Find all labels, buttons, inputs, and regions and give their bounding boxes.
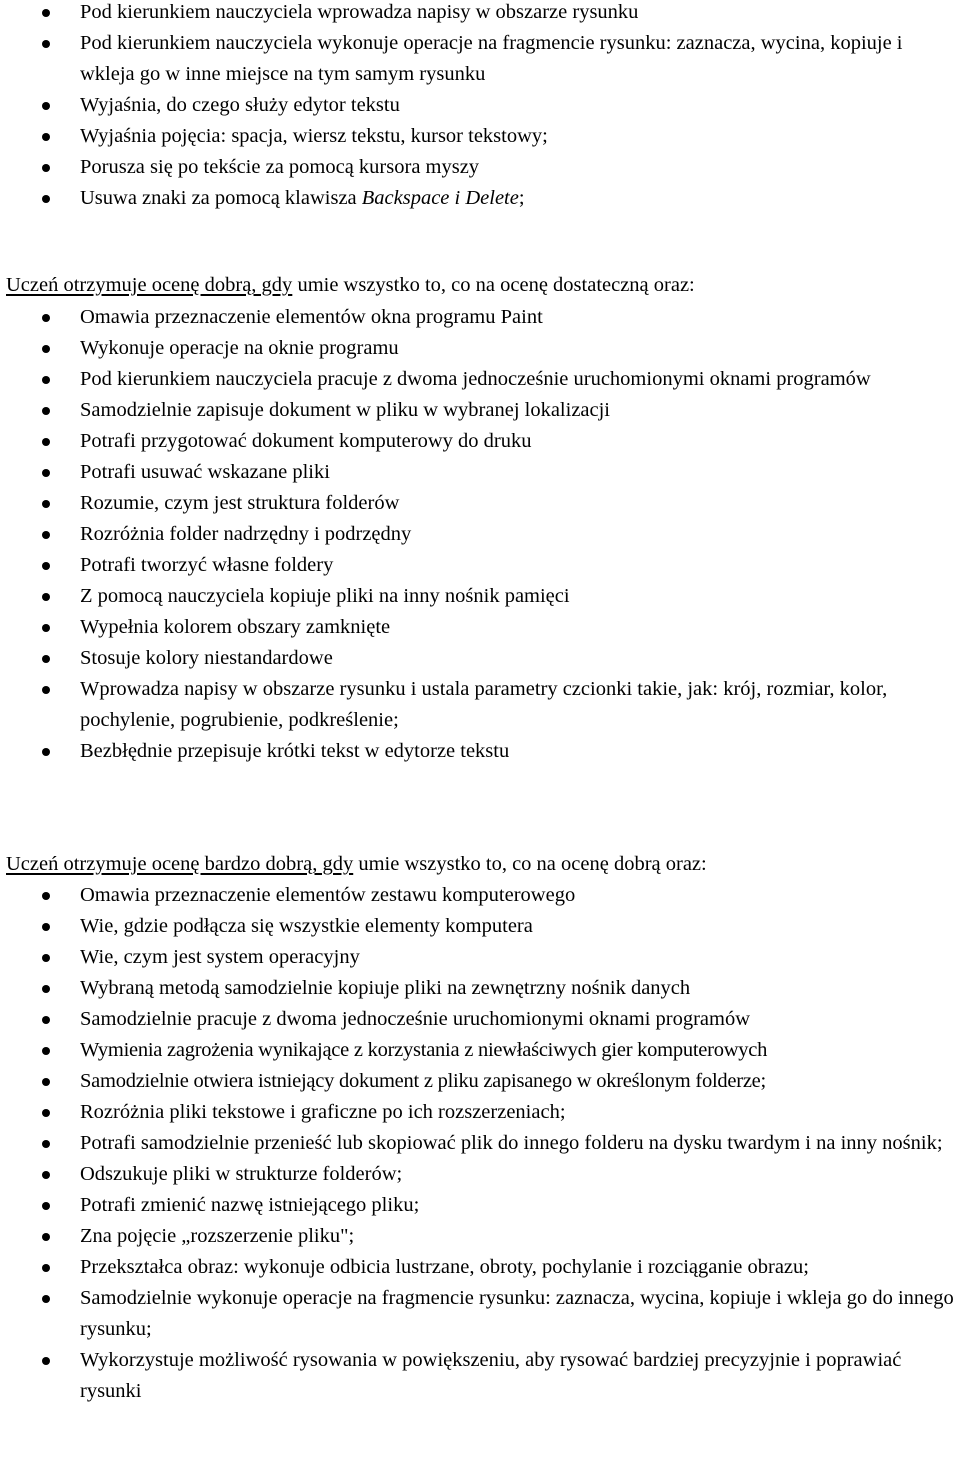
list-item: Wypełnia kolorem obszary zamknięte [80,612,960,643]
list-item: Potrafi samodzielnie przenieść lub skopiować plik do innego folderu na dysku twardym i na inny nośnik; [80,1128,960,1159]
grade-good-heading [6,270,695,301]
list-item: Potrafi przygotować dokument komputerowy do druku [80,426,960,457]
list-item: Samodzielnie wykonuje operacje na fragmencie rysunku: zaznacza, wycina, kopiuje i wkleja go do innego rysunku; [80,1283,960,1345]
list-item: Zna pojęcie „rozszerzenie pliku"; [80,1221,960,1252]
top-requirements-list [0,0,960,214]
heading-rest: umie wszystko to, co na ocenę dobrą oraz: [353,853,707,875]
list-item: Przekształca obraz: wykonuje odbicia lustrzane, obroty, pochylanie i rozciąganie obrazu; [80,1252,960,1283]
list-item: Wie, czym jest system operacyjny [80,942,960,973]
item-text: ; [518,187,525,209]
list-item: Pod kierunkiem nauczyciela wprowadza napisy w obszarze rysunku [80,0,960,28]
list-item: Odszukuje pliki w strukturze folderów; [80,1159,960,1190]
list-item: Porusza się po tekście za pomocą kursora myszy [80,152,960,183]
list-item: Rozumie, czym jest struktura folderów [80,488,960,519]
list-item: Pod kierunkiem nauczyciela pracuje z dwoma jednocześnie uruchomionymi oknami programów [80,364,960,395]
list-item: Samodzielnie otwiera istniejący dokument z pliku zapisanego w określonym folderze; [80,1066,960,1097]
list-item: Z pomocą nauczyciela kopiuje pliki na inny nośnik pamięci [80,581,960,612]
grade-very-good-heading [6,849,707,880]
list-item: Wyjaśnia pojęcia: spacja, wiersz tekstu, kursor tekstowy; [80,121,960,152]
list-item: Wykonuje operacje na oknie programu [80,333,960,364]
list-item: Rozróżnia folder nadrzędny i podrzędny [80,519,960,550]
list-item: Wprowadza napisy w obszarze rysunku i ustala parametry czcionki takie, jak: krój, rozmiar, kolor, pochylenie, pogrubienie, podkreślenie; [80,674,960,736]
list-item: Wykorzystuje możliwość rysowania w powiększeniu, aby rysować bardziej precyzyjnie i poprawiać rysunki [80,1345,960,1407]
list-item: Wybraną metodą samodzielnie kopiuje pliki na zewnętrzny nośnik danych [80,973,960,1004]
heading-underlined: Uczeń otrzymuje ocenę bardzo dobrą, gdy [6,853,354,875]
list-item: Omawia przeznaczenie elementów zestawu komputerowego [80,880,960,911]
key-names: Backspace i Delete [361,187,519,209]
grade-good-list [0,302,960,767]
list-item: Samodzielnie zapisuje dokument w pliku w wybranej lokalizacji [80,395,960,426]
list-item: Wyjaśnia, do czego służy edytor tekstu [80,90,960,121]
list-item: Pod kierunkiem nauczyciela wykonuje operacje na fragmencie rysunku: zaznacza, wycina, kopiuje i wkleja go w inne miejsce na tym samym rysunku [80,28,960,90]
list-item: Wie, gdzie podłącza się wszystkie elementy komputera [80,911,960,942]
list-item: Bezbłędnie przepisuje krótki tekst w edytorze tekstu [80,736,960,767]
list-item: Omawia przeznaczenie elementów okna programu Paint [80,302,960,333]
list-item: Potrafi zmienić nazwę istniejącego pliku; [80,1190,960,1221]
item-text: Usuwa znaki za pomocą klawisza [80,187,362,209]
heading-underlined: Uczeń otrzymuje ocenę dobrą, gdy [6,274,293,296]
grade-very-good-list [0,880,960,1407]
list-item [80,183,960,214]
list-item: Potrafi tworzyć własne foldery [80,550,960,581]
list-item: Wymienia zagrożenia wynikające z korzystania z niewłaściwych gier komputerowych [80,1035,960,1066]
list-item: Rozróżnia pliki tekstowe i graficzne po ich rozszerzeniach; [80,1097,960,1128]
list-item: Samodzielnie pracuje z dwoma jednocześnie uruchomionymi oknami programów [80,1004,960,1035]
heading-rest: umie wszystko to, co na ocenę dostateczną oraz: [292,274,695,296]
list-item: Stosuje kolory niestandardowe [80,643,960,674]
list-item: Potrafi usuwać wskazane pliki [80,457,960,488]
